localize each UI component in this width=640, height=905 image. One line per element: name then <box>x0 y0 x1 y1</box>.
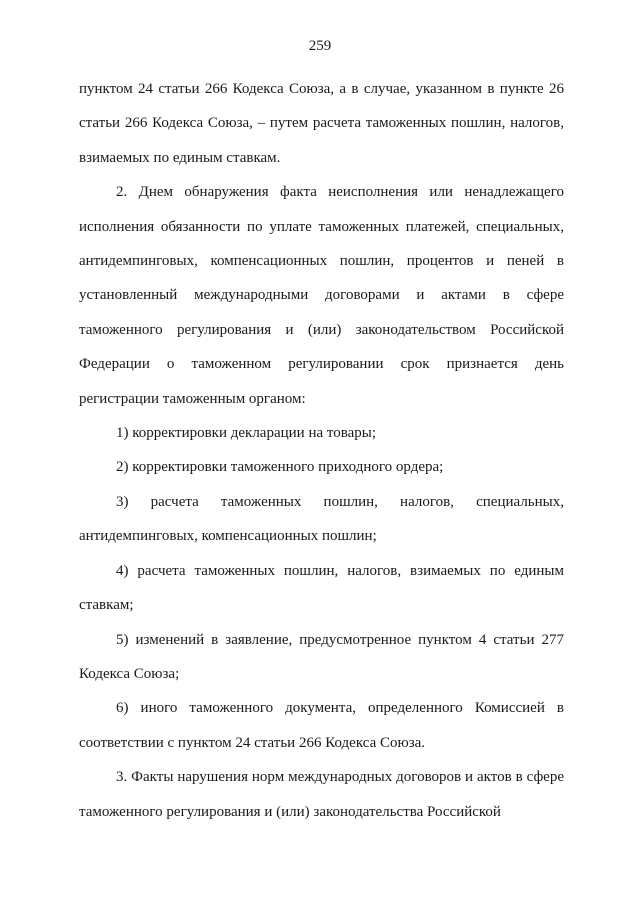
list-item-2: 2) корректировки таможенного приходного ордера; <box>116 459 444 476</box>
paragraph-clause-3: 3. Факты нарушения норм международных договоров и актов в сфере таможенного регулирования и (или) законодательства Российской <box>79 769 564 820</box>
paragraph-continuation: пунктом 24 статьи 266 Кодекса Союза, а в случае, указанном в пункте 26 статьи 266 Кодекса Союза, – путем расчета таможенных пошлин, налогов, взимаемых по единым ставкам. <box>79 81 564 166</box>
document-body <box>79 72 564 829</box>
page-number: 259 <box>308 38 332 54</box>
list-item-6: 6) иного таможенного документа, определенного Комиссией в соответствии с пунктом 24 статьи 266 Кодекса Союза. <box>79 700 564 751</box>
paragraph-clause-2: 2. Днем обнаружения факта неисполнения или ненадлежащего исполнения обязанности по уплате таможенных платежей, специальных, антидемпинговых, компенсационных пошлин, процентов и пеней в установленный международными договорами и актами в сфере таможенного регулирования и (или) законодательством Российской Федерации о таможенном регулировании срок признается день регистрации таможенным органом: <box>79 184 564 407</box>
list-item-1: 1) корректировки декларации на товары; <box>116 425 377 442</box>
list-item-3: 3) расчета таможенных пошлин, налогов, специальных, антидемпинговых, компенсационных пошлин; <box>79 493 564 545</box>
list-item-4: 4) расчета таможенных пошлин, налогов, взимаемых по единым ставкам; <box>79 562 564 614</box>
list-item-5: 5) изменений в заявление, предусмотренное пунктом 4 статьи 277 Кодекса Союза; <box>79 631 564 682</box>
